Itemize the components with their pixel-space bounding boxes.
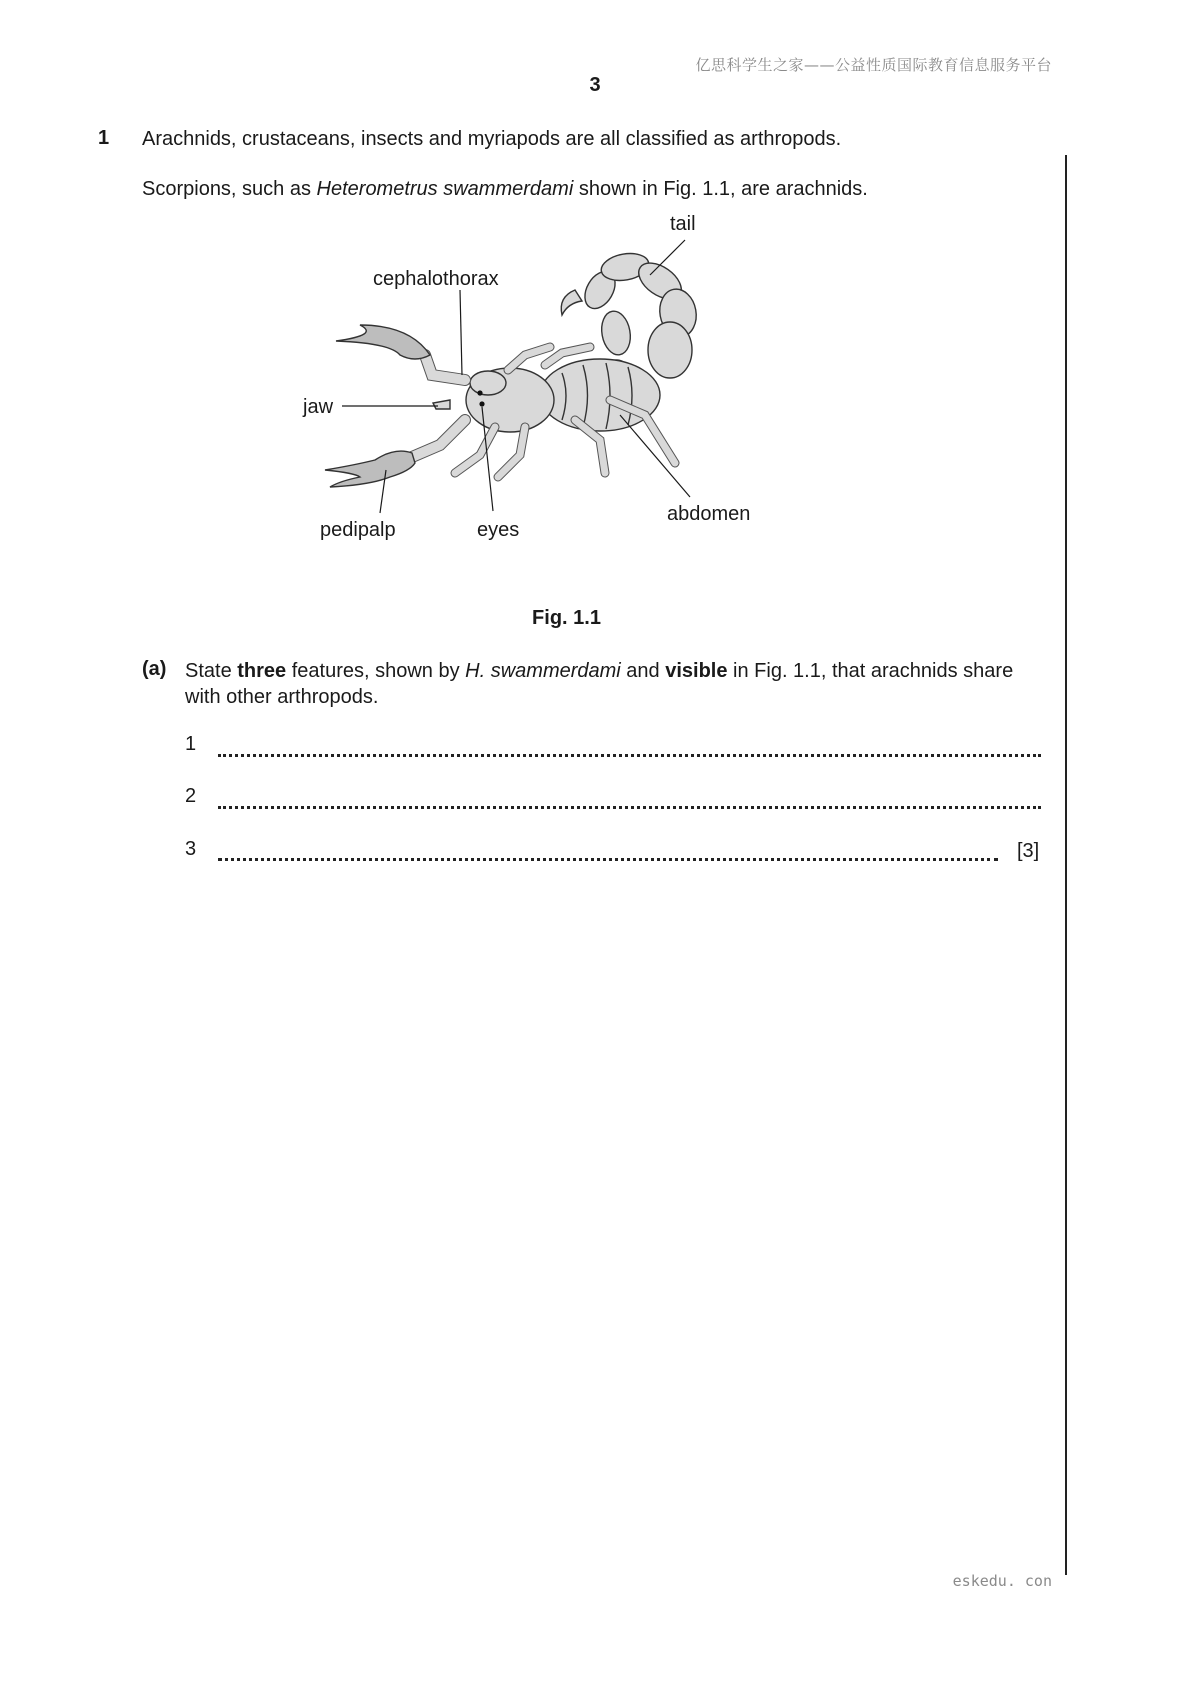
answer-number-2: 2 bbox=[185, 785, 197, 807]
part-a-question bbox=[185, 658, 1045, 710]
scorpion-figure bbox=[300, 215, 860, 585]
species-name: Heterometrus swammerdami bbox=[316, 178, 574, 200]
question-intro-line-1: Arachnids, crustaceans, insects and myriapods are all classified as arthropods. bbox=[142, 128, 842, 150]
question-number: 1 bbox=[98, 127, 110, 149]
part-a-species: H. swammerdami bbox=[465, 660, 621, 682]
part-a-text-2: features, shown by bbox=[286, 660, 466, 682]
answer-number-3: 3 bbox=[185, 838, 197, 860]
label-jaw: jaw bbox=[303, 396, 334, 418]
question-intro-line-2 bbox=[142, 176, 868, 202]
figure-caption: Fig. 1.1 bbox=[532, 607, 601, 629]
part-a-text-4: in Fig. 1.1, that arachnids share with other arthropods. bbox=[185, 660, 1014, 708]
part-a-bold-2: visible bbox=[665, 660, 728, 682]
label-eyes: eyes bbox=[477, 519, 520, 541]
answer-line-2[interactable] bbox=[218, 806, 1041, 809]
answer-line-1[interactable] bbox=[218, 754, 1041, 757]
intro-text-before: Scorpions, such as bbox=[142, 178, 317, 200]
label-cephalothorax: cephalothorax bbox=[373, 268, 499, 290]
answer-number-1: 1 bbox=[185, 733, 197, 755]
part-a-label: (a) bbox=[142, 658, 167, 680]
header-watermark: 亿思科学生之家——公益性质国际教育信息服务平台 bbox=[695, 56, 1052, 74]
answer-line-3[interactable] bbox=[218, 858, 998, 861]
part-a-bold-1: three bbox=[237, 660, 287, 682]
part-a-text-1: State bbox=[185, 660, 238, 682]
marks-allocation: [3] bbox=[1017, 840, 1040, 862]
label-tail: tail bbox=[670, 215, 696, 235]
label-pedipalp: pedipalp bbox=[320, 519, 396, 541]
intro-text-after: shown in Fig. 1.1, are arachnids. bbox=[573, 178, 868, 200]
footer-watermark: eskedu. con bbox=[952, 1572, 1052, 1590]
part-a-text-3: and bbox=[620, 660, 666, 682]
label-abdomen: abdomen bbox=[667, 503, 751, 525]
margin-rule bbox=[1065, 155, 1067, 1575]
page-number: 3 bbox=[589, 74, 601, 96]
